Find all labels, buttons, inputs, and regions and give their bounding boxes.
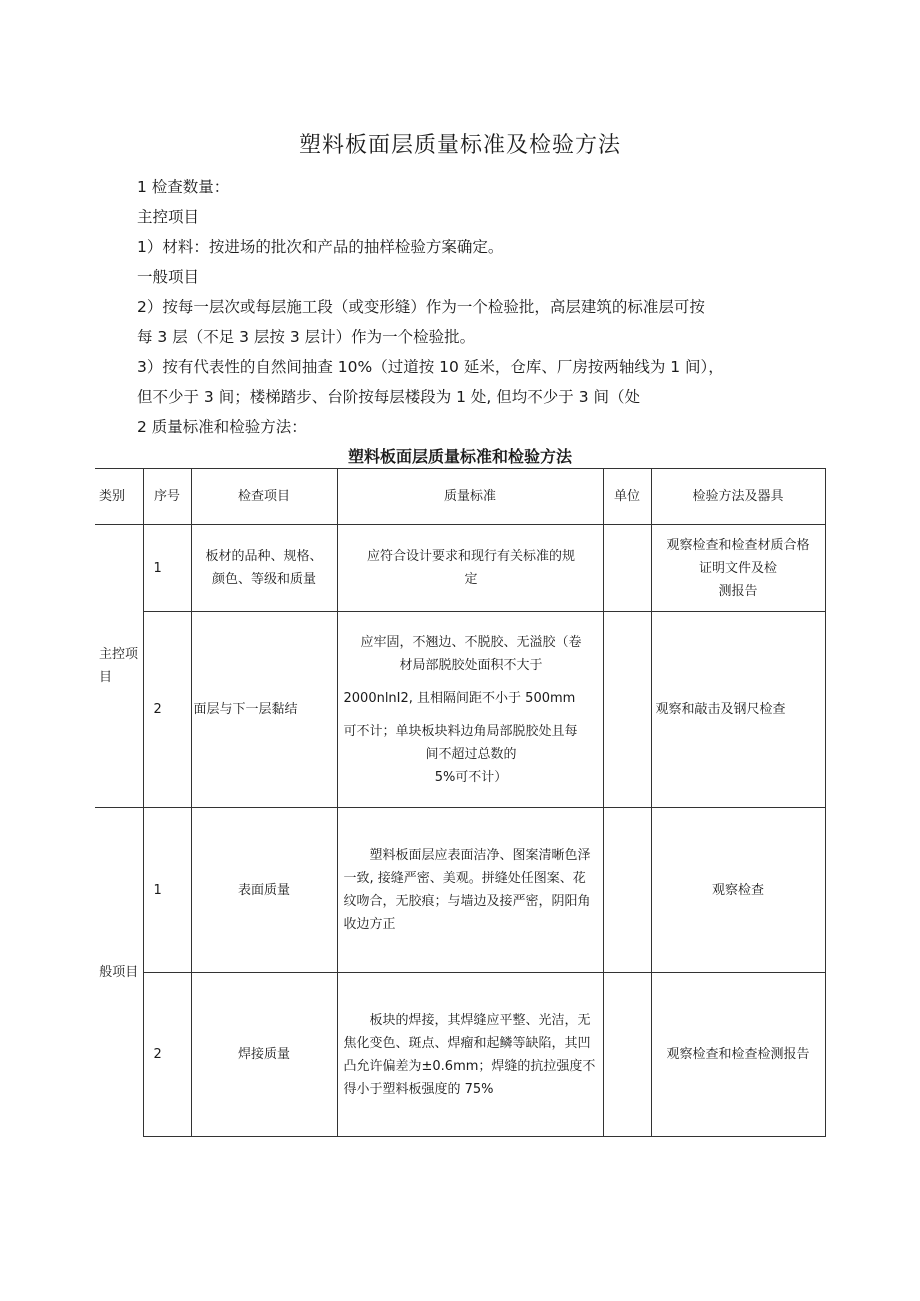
section2-heading: 2 质量标准和检验方法： xyxy=(137,418,307,436)
row-seq: 2 xyxy=(143,973,191,1137)
item2-line2: 每 3 层（不足 3 层按 3 层计）作为一个检验批。 xyxy=(137,328,476,346)
row-unit xyxy=(603,808,651,973)
item3-line1: 3）按有代表性的自然间抽查 10%（过道按 10 延米，仓库、厂房按两轴线为 1 间）， xyxy=(137,358,724,376)
table-row xyxy=(95,612,825,808)
header-category: 类别 xyxy=(95,469,143,525)
row-item: 焊接质量 xyxy=(191,973,337,1137)
row-seq: 1 xyxy=(143,525,191,612)
table-row xyxy=(95,808,825,973)
row-method xyxy=(651,525,825,612)
row-item: 面层与下一层黏结 xyxy=(191,612,337,808)
row-method: 观察和敲击及钢尺检查 xyxy=(651,612,825,808)
group-general: 般项目 xyxy=(95,808,143,1137)
item3-line2: 但不少于 3 间；楼梯踏步、台阶按每层楼段为 1 处, 但均不少于 3 间（处 xyxy=(137,388,641,406)
row-standard-line: 应符合设计要求和现行有关标准的规 xyxy=(366,549,575,564)
table-row xyxy=(95,973,825,1137)
row-standard-line: 可不计；单块板块料边角局部脱胶处且每 xyxy=(343,723,578,739)
item1-text: 1）材料：按进场的批次和产品的抽样检验方案确定。 xyxy=(137,238,504,256)
row-seq: 1 xyxy=(143,808,191,973)
item2-line1: 2）按每一层次或每层施工段（或变形缝）作为一个检验批，高层建筑的标准层可按 xyxy=(137,298,705,316)
row-unit xyxy=(603,973,651,1137)
group-main-control: 主控项目 xyxy=(95,525,143,808)
row-method-line: 证明文件及检 xyxy=(698,560,777,576)
row-item-line: 颜色、等级和质量 xyxy=(211,572,316,587)
section1-heading: 1 检查数量： xyxy=(137,178,230,196)
row-method-line: 观察检查和检查材质合格 xyxy=(666,537,810,553)
row-method: 观察检查 xyxy=(651,808,825,973)
header-method: 检验方法及器具 xyxy=(651,469,825,525)
row-standard-line: 2000nlnI2, 且相隔间距不小于 500mm xyxy=(343,690,576,706)
row-item: 表面质量 xyxy=(191,808,337,973)
table-row xyxy=(95,525,825,612)
row-item-line: 板材的品种、规格、 xyxy=(205,549,323,564)
row-standard-line: 材局部脱胶处面积不大于 xyxy=(399,657,543,673)
row-standard xyxy=(337,525,603,612)
header-standard: 质量标准 xyxy=(337,469,603,525)
header-seq: 序号 xyxy=(143,469,191,525)
row-standard-line: 应牢固，不翘边、不脱胶、无溢胶（卷 xyxy=(360,634,582,650)
row-standard-line: 5%可不计） xyxy=(434,769,508,785)
row-standard xyxy=(337,612,603,808)
row-method-line: 测报告 xyxy=(718,583,758,599)
row-standard: 板块的焊接，其焊缝应平整、光洁，无焦化变色、斑点、焊瘤和起鳞等缺陷，其凹凸允许偏差为±0.6mm；焊缝的抗拉强度不得小于塑料板强度的 75% xyxy=(337,973,603,1137)
row-standard-line: 间不超过总数的 xyxy=(425,746,517,762)
main-control-label: 主控项目 xyxy=(137,208,200,226)
row-unit xyxy=(603,612,651,808)
row-seq: 2 xyxy=(143,612,191,808)
row-standard: 塑料板面层应表面洁净、图案清晰色泽一致, 接缝严密、美观。拼缝处任图案、花纹吻合，无胶痕；与墙边及接严密，阴阳角收边方正 xyxy=(337,808,603,973)
general-label: 一般项目 xyxy=(137,268,200,286)
table-title: 塑料板面层质量标准和检验方法 xyxy=(347,447,572,466)
header-unit: 单位 xyxy=(603,469,651,525)
page-title: 塑料板面层质量标准及检验方法 xyxy=(298,133,621,158)
row-unit xyxy=(603,525,651,612)
row-method: 观察检查和检查检测报告 xyxy=(651,973,825,1137)
row-item xyxy=(191,525,337,612)
table-header-row xyxy=(95,469,825,525)
row-standard-line: 定 xyxy=(464,572,478,587)
header-item: 检查项目 xyxy=(191,469,337,525)
quality-table xyxy=(95,468,826,1137)
